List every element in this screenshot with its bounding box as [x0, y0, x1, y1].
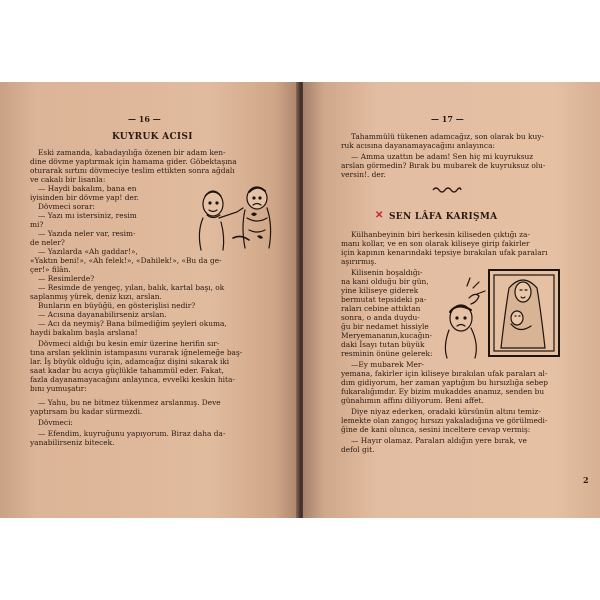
madonna-illustration [437, 268, 563, 360]
text-line: Kilisenin boşaldığı- [351, 268, 423, 277]
text-line: Bunların en büyüğü, en gösterişlisi nedir? [38, 301, 196, 310]
text-line: — Efendim, kuyruğunu yapıyorum. Biraz daha da- [38, 429, 226, 438]
text-line: arslan görmedin? Bırak bu mubarek de kuyruksuz olu- [341, 161, 546, 170]
text-line: — Yazı mı istersiniz, resim [38, 211, 137, 220]
text-line: Dövmeci aldığı bu kesin emir üzerine herifin sır- [38, 339, 220, 348]
text-line: ğu bir nedamet hissiyle [341, 322, 429, 331]
text-line: fukaralığımdır. Ey bizim mukaddes anamız, senden bu [341, 387, 545, 396]
text-line: yemana, fakirler için kiliseye bırakılan ufak paraları al- [341, 369, 548, 378]
text-line: sonra, o anda duydu- [341, 313, 420, 322]
ornament-divider [432, 186, 462, 194]
text-line: günahımın affını diliyorum. Beni affet. [341, 396, 484, 405]
text-line: için kapının kenarındaki tepsiye bırakılan ufak paraları [341, 248, 548, 257]
text-line: yine kiliseye giderek [341, 286, 419, 295]
text-line: — Acı da neymiş? Bana bilmediğim şeyleri okuma, [38, 319, 227, 328]
text-line: — Resimlerde? [38, 274, 95, 283]
text-line: Diye niyaz ederken, oradaki kürsünün altını temiz- [351, 407, 541, 416]
text-line: — Amma uzattın be adam! Sen hiç mi kuyruksuz [351, 152, 534, 161]
left-story-title: KUYRUK ACISI [112, 132, 193, 142]
text-line: Meryemananın,kucağın- [341, 331, 432, 340]
left-page [0, 82, 300, 518]
text-line: daki İsayı tutan büyük [341, 340, 425, 349]
text-line: de neler? [30, 238, 65, 247]
text-line: oturarak sırtını dövmeciye teslim ettikten sonra ağdalı [30, 166, 235, 175]
tattoo-illustration [193, 182, 275, 252]
text-line: — Yazıda neler var, resim- [38, 229, 136, 238]
signature-number: 2 [583, 475, 589, 485]
text-line: fazla dayanamayacağını anlayınca, evvelki keskin hita- [30, 375, 235, 384]
text-line: defol git. [341, 445, 375, 454]
text-line: haydi bakalım başla arslana! [30, 328, 138, 337]
text-line: bını yumuşatır: [30, 384, 87, 393]
text-line: —Ey mubarek Mer- [351, 360, 424, 369]
text-line: — Yahu, bu ne bitmez tükenmez arslanmış. Deve [38, 398, 221, 407]
text-line: iyisinden bir dövme yap! der. [30, 193, 139, 202]
text-line: versin!. der. [341, 170, 386, 179]
text-line: dine dövme yaptırmak için hamama gider. Göbektaşına [30, 157, 237, 166]
text-line: mi? [30, 220, 44, 229]
open-book [0, 82, 600, 518]
text-line: saat kadar bu acıya güçlükle tahammül eder. Fakat, [30, 366, 224, 375]
text-line: manı kollar, ve en son olarak kiliseye girip fakirler [341, 239, 530, 248]
text-line: saplanmış yürek, deniz kızı, arslan. [30, 292, 162, 301]
text-line: na kani olduğu bir gün, [341, 277, 429, 286]
right-page [303, 82, 600, 518]
text-line: Dövmeci sorar: [38, 202, 95, 211]
text-line: dım gidiyorum, her zaman yaptığım bu hırsızlığa sebep [341, 378, 548, 387]
text-line: «Yaktın beni!», «Ah felek!», «Dahilek!», «Bu da ge- [30, 256, 222, 265]
text-line: lemekte olan zangoç hırsızı yakaladığına ve görülmedi- [341, 416, 548, 425]
text-line: yanabilirseniz bitecek. [30, 438, 115, 447]
text-line: — Acısına dayanabilirseniz arslan. [38, 310, 167, 319]
text-line: resminin önüne gelerek: [341, 349, 433, 358]
text-line: ruk acısına dayanamayacağını anlayınca: [341, 141, 495, 150]
right-story-title: SEN LÂFA KARIŞMA [389, 212, 498, 222]
text-line: bermutat tepsideki pa- [341, 295, 427, 304]
right-page-number: — 17 — [431, 114, 464, 124]
text-line: ğine de kani olunca, sesini inceltere cevap vermiş: [341, 425, 531, 434]
text-line: lar. İş büyük olduğu için, adamcağız dişini sıkarak iki [30, 357, 230, 366]
text-line: Külhanbeyinin biri herkesin kiliseden çıktığı za- [351, 230, 530, 239]
text-line: — Haydi bakalım, bana en [38, 184, 137, 193]
text-line: raları cebine attıktan [341, 304, 421, 313]
red-cross-mark: ✕ [375, 210, 384, 221]
text-line: — Resimde de yengeç, yılan, balık, kartal başı, ok [38, 283, 225, 292]
text-line: çer!» filân. [30, 265, 71, 274]
text-line: yaptırsam bu kadar sürmezdi. [30, 407, 143, 416]
text-line: — Yazılarda «Ah gaddar!», [38, 247, 138, 256]
text-line: tına arslan şeklinin istampasını vurarak iğnelemeğe baş- [30, 348, 243, 357]
text-line: Dövmeci: [38, 418, 73, 427]
text-line: — Hayır olamaz. Paraları aldığın yere bırak, ve [351, 436, 527, 445]
text-line: Tahammülü tükenen adamcağız, son olarak bu kuy- [351, 132, 544, 141]
text-line: aşırırmış. [341, 257, 377, 266]
left-page-number: — 16 — [128, 114, 161, 124]
text-line: Eski zamanda, kabadayılığa özenen bir adam ken- [38, 148, 226, 157]
text-line: ve cakalı bir lisanla: [30, 175, 106, 184]
